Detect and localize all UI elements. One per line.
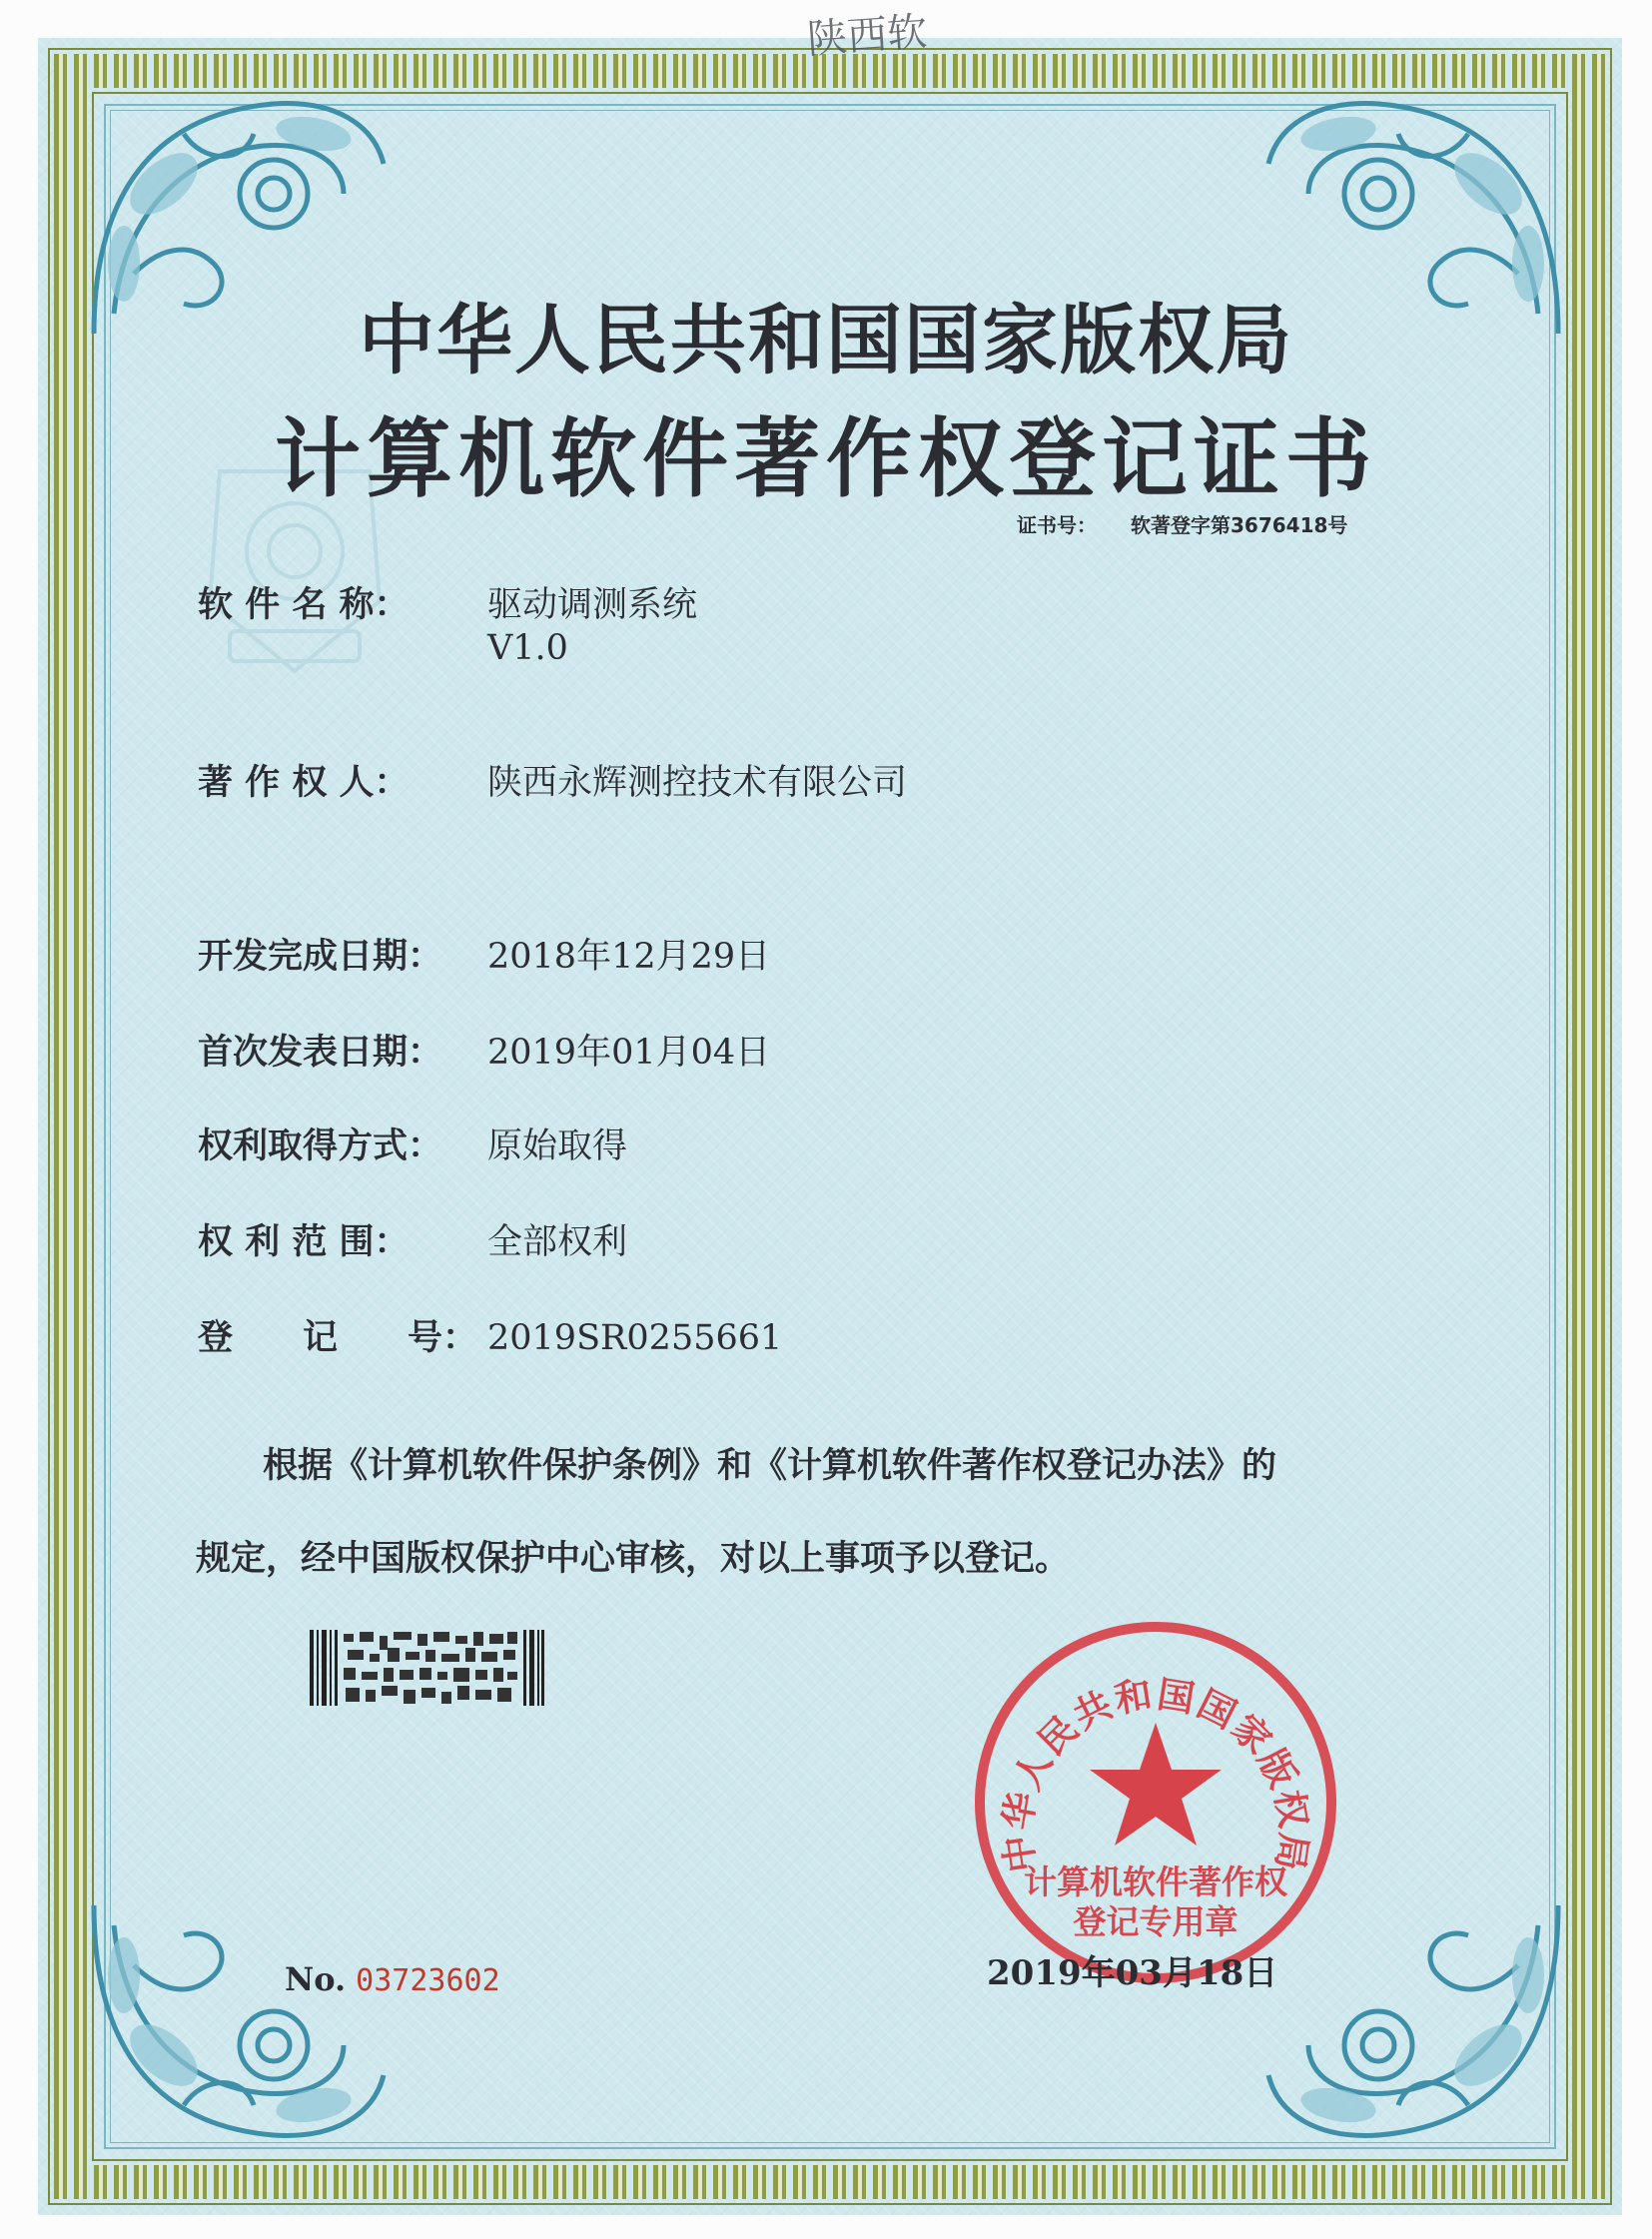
certificate-number-label: 证书号： (1017, 513, 1097, 537)
software-name-label: 软 件 名 称： (198, 584, 410, 625)
handwritten-note: 陕西软 (805, 8, 929, 64)
acquire-method-value: 原始取得 (487, 1126, 628, 1166)
seal-inner-line-1: 计算机软件著作权 (1024, 1863, 1287, 1901)
copyright-owner-label: 著 作 权 人： (198, 762, 410, 803)
rights-scope-label: 权 利 范 围： (198, 1221, 410, 1262)
completion-date-label: 开发完成日期： (198, 936, 443, 977)
publish-date-row (198, 1025, 770, 1075)
software-version-value: V1.0 (487, 628, 568, 668)
issue-date: 2019年03月18日 (987, 1953, 1278, 1993)
seal-star-icon (1090, 1723, 1222, 1846)
publish-date-value: 2019年01月04日 (487, 1033, 771, 1073)
certificate-title: 计算机软件著作权登记证书 (275, 409, 1377, 509)
software-version-row (487, 627, 568, 668)
acquire-method-row (198, 1119, 627, 1168)
serial-prefix: No. (285, 1960, 347, 1998)
publish-date-label: 首次发表日期： (198, 1032, 443, 1073)
certificate-number-value: 软著登字第3676418号 (1131, 513, 1348, 537)
registration-number-label: 登 记 号： (198, 1317, 478, 1358)
corner-ornament-bottom-left (74, 1885, 404, 2165)
statement-line-2: 规定，经中国版权保护中心审核，对以上事项予以登记。 (196, 1538, 1071, 1579)
acquire-method-label: 权利取得方式： (198, 1125, 443, 1166)
software-name-row (198, 577, 697, 627)
seal-inner-line-2: 登记专用章 (1073, 1902, 1239, 1941)
completion-date-value: 2018年12月29日 (487, 937, 771, 977)
completion-date-row (198, 929, 770, 979)
rights-scope-row (198, 1214, 627, 1264)
issuing-authority: 中华人民共和国国家版权局 (359, 296, 1293, 384)
copyright-owner-row (198, 755, 907, 805)
serial-value: 03723602 (356, 1963, 500, 1998)
certificate-number (1017, 509, 1347, 538)
rights-scope-value: 全部权利 (487, 1222, 628, 1262)
serial-number (285, 1960, 500, 1998)
seal-ring-text: 中华人民共和国国家版权局 (995, 1672, 1316, 1875)
qr-barcode-icon (310, 1630, 544, 1706)
copyright-owner-value: 陕西永辉测控技术有限公司 (487, 763, 908, 803)
statement-line-1: 根据《计算机软件保护条例》和《计算机软件著作权登记办法》的 (263, 1445, 1277, 1486)
registration-number-value: 2019SR0255661 (487, 1318, 783, 1358)
software-name-value: 驱动调测系统 (487, 585, 698, 625)
registration-number-row (198, 1310, 782, 1360)
official-seal (971, 1618, 1340, 1987)
